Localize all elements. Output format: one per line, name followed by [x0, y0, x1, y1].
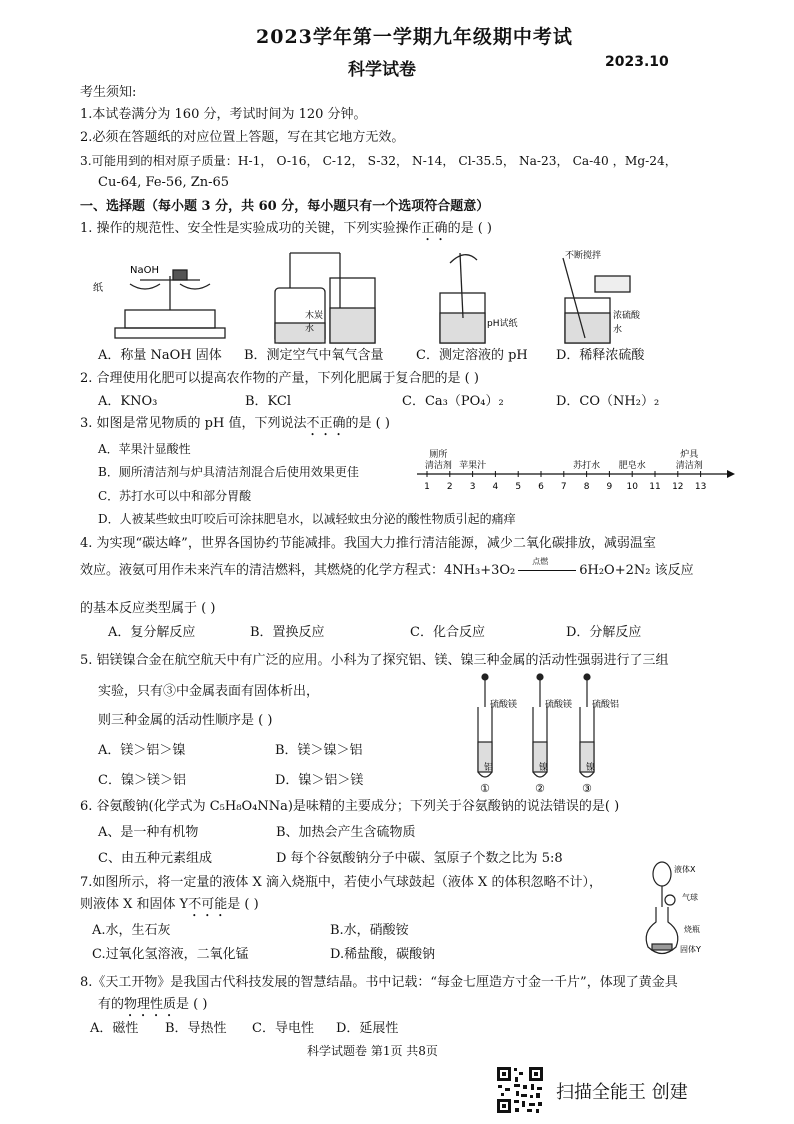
oxygen-apparatus-figure — [275, 253, 375, 343]
section-heading: 一、选择题（每小题 3 分，共 60 分，每小题只有一个选项符合题意） — [80, 199, 490, 214]
ph-tick-label: 11 — [649, 482, 661, 492]
option: D.稀盐酸，碳酸钠 — [330, 947, 436, 962]
question-4-line: 的基本反应类型属于 ( ) — [80, 601, 216, 616]
tube-3-number: ③ — [582, 782, 592, 794]
notice-item: 3.可能用到的相对原子质量：H-1， O-16， C-12， S-32， N-14， Cl-35.5， Na-23， Ca-40 ，Mg-24， — [80, 154, 677, 168]
water-label-2: 水 — [613, 325, 623, 335]
option: B．置换反应 — [250, 625, 325, 640]
option: A．称量 NaOH 固体 — [98, 348, 222, 363]
solid-y-label: 固体Y — [680, 945, 701, 954]
question-6-stem: 6. 谷氨酸钠(化学式为 C₅H₈O₄NNa)是味精的主要成分；下列关于谷氨酸钠的说法错误的是( ) — [80, 799, 620, 814]
question-1-stem: 1. 操作的规范性、安全性是实验成功的关键，下列实验操作正确的是 ( ) — [80, 221, 492, 236]
ph-tick-label: 1 — [424, 482, 430, 492]
option: C．导电性 — [252, 1021, 314, 1036]
option: D．人被某些蚊虫叮咬后可涂抹肥皂水，以减轻蚊虫分泌的酸性物质引起的痛痒 — [98, 512, 516, 526]
option: D．镍＞铝＞镁 — [275, 773, 364, 788]
ph-substance-label: 苏打水 — [573, 461, 601, 471]
option: A．镁＞铝＞镍 — [98, 743, 186, 758]
ph-paper-label: pH试纸 — [487, 319, 518, 329]
option: A．KNO₃ — [98, 394, 158, 409]
ph-substance-label: 肥皂水 — [618, 461, 646, 471]
question-4-line: 效应。液氨可用作未来汽车的清洁燃料，其燃烧的化学方程式：4NH₃+3O₂ 点燃 6H₂O+2N₂ 该反应 — [80, 562, 694, 580]
question-7-line: 则液体 X 和固体 Y不可能是 ( ) — [80, 897, 259, 912]
option: C．镍＞镁＞铝 — [98, 773, 186, 788]
ph-scale — [415, 440, 735, 498]
balance-figure — [115, 270, 225, 338]
option: B．镁＞镍＞铝 — [275, 743, 363, 758]
option: C、由五种元素组成 — [98, 851, 212, 866]
option: A.水，生石灰 — [92, 923, 171, 938]
ph-test-figure — [440, 253, 485, 343]
naoh-label: NaOH — [130, 265, 159, 276]
question-7-line: 7.如图所示，将一定量的液体 X 滴入烧瓶中，若使小气球鼓起（液体 X 的体积忽略不计）， — [80, 875, 602, 890]
wood-label: 木炭 — [305, 311, 324, 321]
option: B．厕所清洁剂与炉具清洁剂混合后使用效果更佳 — [98, 465, 359, 479]
tube-2-number: ② — [535, 782, 545, 794]
ph-substance-label: 清洁剂 — [675, 461, 703, 471]
page-footer: 科学试题卷 第1页 共8页 — [307, 1044, 438, 1058]
liquid-x-label: 液体X — [674, 865, 696, 874]
flask-label: 烧瓶 — [684, 925, 700, 934]
notice-item: Cu-64, Fe-56, Zn-65 — [98, 175, 230, 190]
option: C．化合反应 — [410, 625, 485, 640]
ph-tick-label: 9 — [606, 482, 613, 492]
ph-tick-label: 5 — [515, 482, 522, 492]
tube-3-solution: 硫酸铝 — [592, 700, 620, 710]
option: A．苹果汁显酸性 — [98, 442, 191, 456]
option: B．导热性 — [165, 1021, 227, 1036]
ph-tick-label: 7 — [560, 482, 567, 492]
flask-figure — [640, 852, 720, 962]
ph-tick-label: 2 — [446, 482, 453, 492]
ph-tick-label: 10 — [626, 482, 638, 492]
question-1-figures — [85, 248, 645, 348]
question-5-line: 5. 铝镁镍合金在航空航天中有广泛的应用。小科为了探究铝、镁、镍三种金属的活动性强弱进行了三组 — [80, 653, 669, 668]
option: D．稀释浓硫酸 — [556, 348, 645, 363]
paper-label: 纸 — [93, 283, 103, 294]
ph-substance-label: 清洁剂 — [424, 461, 452, 471]
tube-1-number: ① — [480, 782, 490, 794]
exam-title: 2023学年第一学期九年级期中考试 — [256, 26, 573, 48]
stir-label: 不断搅拌 — [565, 251, 602, 261]
ph-tick-label: 12 — [672, 482, 684, 492]
option: A．复分解反应 — [108, 625, 196, 640]
tube-3-metal: 镍 — [586, 763, 596, 773]
tube-1-metal: 铝 — [484, 763, 494, 773]
notice-item: 1.本试卷满分为 160 分，考试时间为 120 分钟。 — [80, 107, 367, 122]
tube-2-solution: 硫酸镁 — [545, 700, 573, 710]
option: B.水，硝酸铵 — [330, 923, 409, 938]
acid-label: 浓硫酸 — [613, 311, 641, 321]
metal-activity-figure — [470, 672, 650, 794]
question-5-line: 实验，只有③中金属表面有固体析出， — [98, 684, 320, 699]
option: D．CO（NH₂）₂ — [556, 394, 660, 409]
option: B、加热会产生含硫物质 — [276, 825, 416, 840]
notice-item: 2.必须在答题纸的对应位置上答题，写在其它地方无效。 — [80, 130, 405, 145]
question-2-stem: 2. 合理使用化肥可以提高农作物的产量，下列化肥属于复合肥的是 ( ) — [80, 371, 479, 386]
ph-tick-label: 4 — [492, 482, 499, 492]
ph-substance-label: 炉具 — [680, 450, 699, 460]
question-4-line: 4. 为实现“碳达峰”，世界各国协约节能减排。我国大力推行清洁能源，减少二氧化碳排放，减弱温室 — [80, 536, 656, 551]
option: C．苏打水可以中和部分胃酸 — [98, 489, 252, 503]
question-8-line: 有的物理性质是 ( ) — [98, 997, 208, 1012]
reaction-condition: 点燃 — [532, 557, 549, 566]
ph-tick-label: 13 — [694, 482, 707, 492]
tube-1-solution: 硫酸镁 — [490, 700, 518, 710]
ph-tick-label: 3 — [469, 482, 476, 492]
notice-heading: 考生须知: — [80, 85, 137, 100]
ph-tick-label: 8 — [583, 482, 590, 492]
option: D 每个谷氨酸钠分子中碳、氢原子个数之比为 5:8 — [276, 851, 563, 866]
option: C．测定溶液的 pH — [416, 348, 528, 363]
balloon-label: 气球 — [682, 893, 698, 902]
option: C.过氧化氢溶液，二氧化锰 — [92, 947, 249, 962]
qr-code-icon — [496, 1066, 544, 1114]
exam-subtitle: 科学试卷 — [348, 60, 416, 80]
question-5-line: 则三种金属的活动性顺序是 ( ) — [98, 713, 273, 728]
ph-axis-arrow — [727, 470, 735, 478]
option: B．测定空气中氧气含量 — [244, 348, 384, 363]
question-8-line: 8.《天工开物》是我国古代科技发展的智慧结晶。书中记载：“每金七厘造方寸金一千片”，体现了黄金具 — [80, 975, 678, 990]
option: D．延展性 — [336, 1021, 399, 1036]
ph-substance-label: 苹果汁 — [459, 461, 487, 471]
option: A．磁性 — [90, 1021, 139, 1036]
option: A、是一种有机物 — [98, 825, 199, 840]
water-label: 水 — [305, 324, 315, 334]
question-3-stem: 3. 如图是常见物质的 pH 值，下列说法不正确的是 ( ) — [80, 416, 390, 431]
option: D．分解反应 — [566, 625, 642, 640]
scanner-watermark: 扫描全能王 创建 — [556, 1082, 688, 1103]
option: B．KCl — [245, 394, 292, 409]
option: C．Ca₃（PO₄）₂ — [402, 394, 504, 409]
ph-tick-label: 6 — [538, 482, 544, 492]
ph-substance-label: 厕所 — [429, 450, 448, 460]
tube-2-metal: 镍 — [539, 763, 549, 773]
exam-date: 2023.10 — [605, 54, 669, 70]
